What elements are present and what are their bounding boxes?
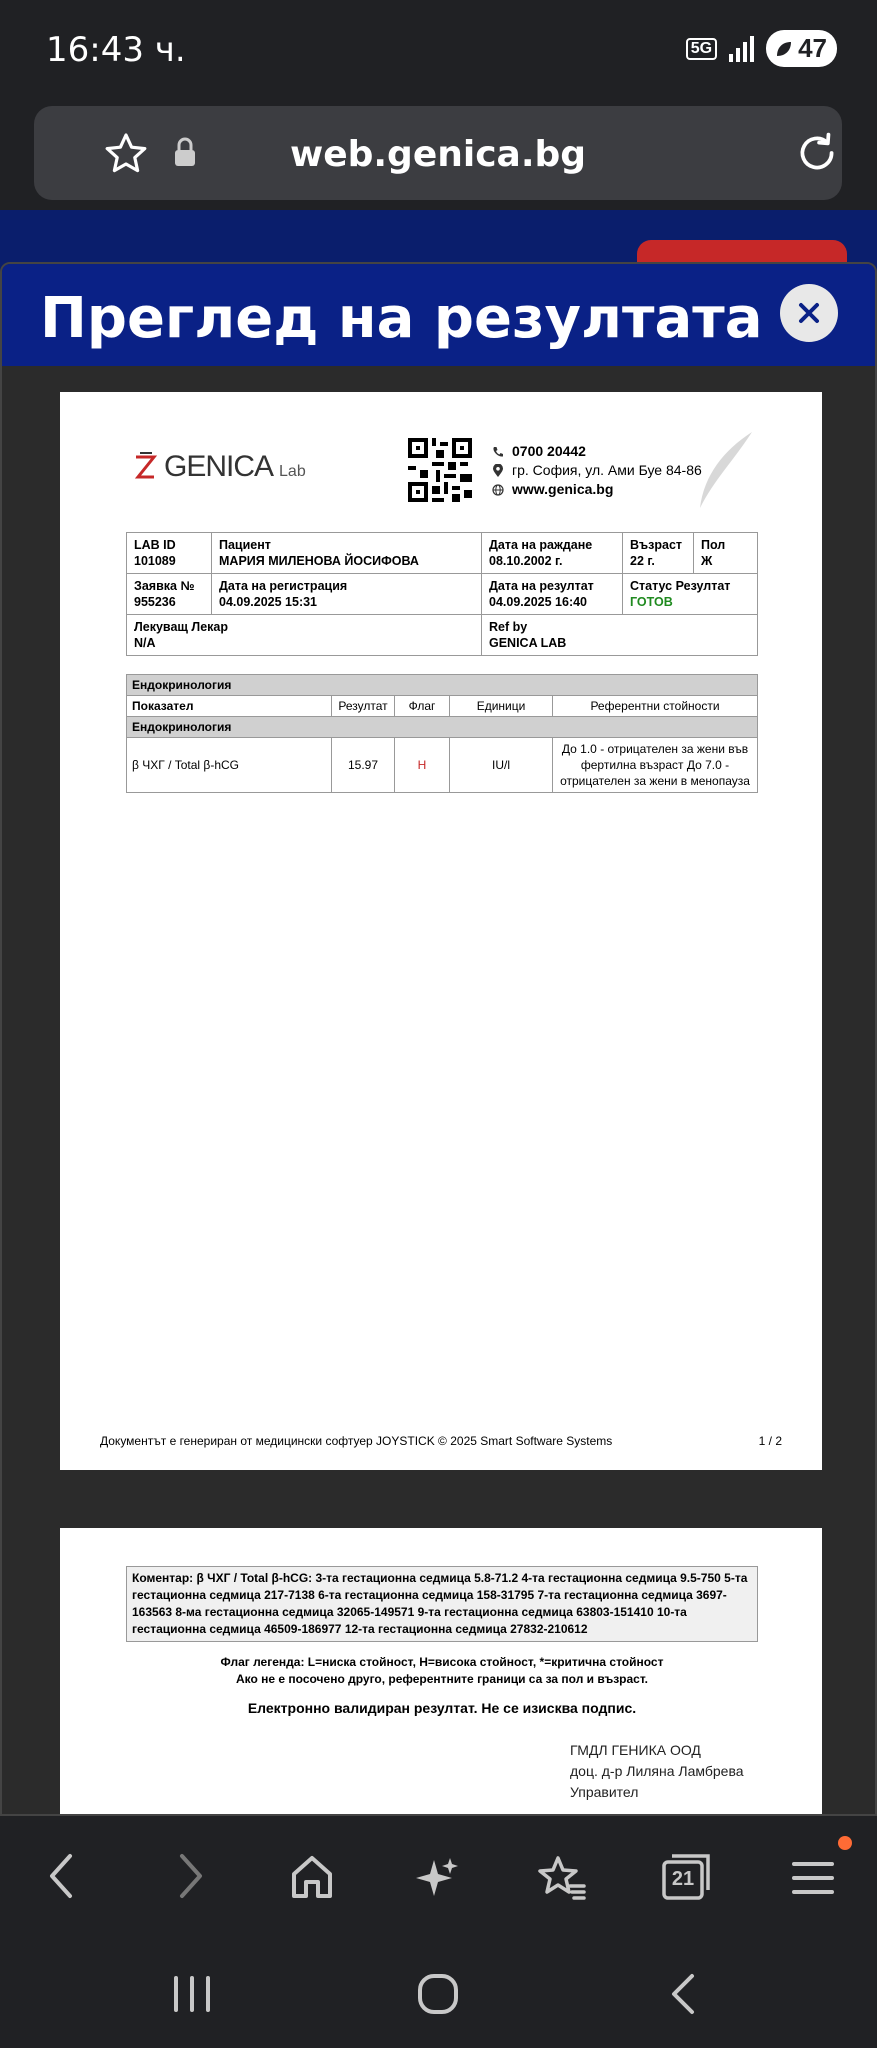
date-of-birth: 08.10.2002 г.	[489, 554, 563, 568]
lab-id: 101089	[134, 554, 176, 568]
contact-website: www.genica.bg	[492, 480, 702, 499]
result-date: 04.09.2025 16:40	[489, 595, 588, 609]
modal-title: Преглед на резултата	[40, 286, 763, 351]
browser-bottom-nav	[0, 1816, 877, 1942]
page-footer	[100, 1434, 782, 1448]
home-icon[interactable]	[288, 1846, 336, 1906]
referred-by: GENICA LAB	[489, 636, 567, 650]
section-title: Ендокринология	[127, 675, 758, 696]
subsection-title: Ендокринология	[127, 717, 758, 738]
report-page-2	[60, 1528, 822, 1816]
logo-subtext: Lab	[279, 463, 306, 480]
footer-text: Документът е генериран от медицински софтуер JOYSTICK © 2025 Smart Software Systems	[100, 1434, 613, 1448]
reload-icon[interactable]	[792, 128, 842, 178]
close-icon	[797, 301, 821, 325]
request-number: 955236	[134, 595, 176, 609]
qr-code-icon	[408, 438, 472, 502]
leaf-icon	[774, 39, 794, 59]
attending-doctor: N/A	[134, 636, 156, 650]
logo-text: GENICA	[164, 450, 274, 483]
registration-date: 04.09.2025 15:31	[219, 595, 318, 609]
test-units: IU/l	[450, 738, 553, 793]
notification-dot-icon	[838, 1836, 852, 1850]
test-reference: До 1.0 - отрицателен за жени във фертилна възраст До 7.0 - отрицателен за жени в менопауза	[553, 738, 758, 793]
status-icons	[686, 30, 837, 67]
status-time: 16:43 ч.	[46, 30, 186, 70]
ai-sparkle-icon[interactable]	[414, 1846, 462, 1906]
genica-logo-icon	[132, 451, 158, 483]
patient-name: МАРИЯ МИЛЕНОВА ЙОСИФОВА	[219, 554, 419, 568]
location-pin-icon	[492, 464, 504, 478]
contact-phone: 0700 20442	[492, 442, 702, 461]
battery-level: 47	[798, 33, 827, 63]
signature-block: ГМДЛ ГЕНИКА ООД доц. д-р Лиляна Ламбрева Управител	[570, 1742, 744, 1800]
forward-icon[interactable]	[172, 1846, 208, 1906]
tabs-button[interactable]	[660, 1846, 714, 1906]
battery-icon	[766, 30, 837, 67]
age: 22 г.	[630, 554, 655, 568]
results-header-row: Показател Резултат Флаг Единици Референтни стойности	[127, 696, 758, 717]
decorative-swoosh-icon	[694, 430, 754, 510]
patient-info-table: LAB ID 101089 Пациент МАРИЯ МИЛЕНОВА ЙОСИФОВА Дата на раждане 08.10.2002 г. Възраст 22 г. Пол Ж Заявка № 955236 Дата на регистрация 04.09.2025 15:31 Дата на резултат 04.09.2025 16:40 Статус Резултат ГОТОВ Лекуващ Лекар N/A Ref by GENICA LAB	[126, 532, 758, 656]
system-back-icon[interactable]	[664, 1972, 704, 2016]
network-type-icon: 5G	[686, 38, 717, 60]
back-icon[interactable]	[44, 1846, 80, 1906]
page-number: 1 / 2	[758, 1434, 782, 1448]
sex: Ж	[701, 554, 713, 568]
url-bar[interactable]	[34, 106, 842, 200]
table-row	[127, 738, 758, 793]
contact-address: гр. София, ул. Ами Буе 84-86	[492, 461, 702, 480]
bookmarks-icon[interactable]	[536, 1846, 588, 1906]
close-button[interactable]	[780, 284, 838, 342]
test-result: 15.97	[332, 738, 395, 793]
comment-box: Коментар: β ЧХГ / Total β-hCG: 3-та гестационна седмица 5.8-71.2 4-та гестационна седмица 9.5-750 5-та гестационна седмица 217-7138 6-та гестационна седмица 158-31795 7-та гестационна седмица 3697-163563 8-ма гестационна седмица 32065-149571 9-та гестационна седмица 63803-151410 10-та гестационна седмица 46509-186977 12-та гестационна седмица 27832-210612	[126, 1566, 758, 1642]
system-nav-bar	[0, 1942, 877, 2048]
menu-icon[interactable]	[790, 1846, 836, 1906]
lab-contacts	[492, 442, 702, 499]
url-text[interactable]: web.genica.bg	[289, 134, 587, 175]
system-home-icon[interactable]	[414, 1970, 462, 2018]
flag-legend: Флаг легенда: L=ниска стойност, H=висока стойност, *=критична стойност Ако не е посочено друго, референтните граници са за пол и възраст.	[220, 1655, 664, 1686]
validation-note: Електронно валидиран резултат. Не се изисква подпис.	[247, 1700, 637, 1716]
results-table	[126, 674, 758, 793]
status-bar	[0, 0, 877, 100]
tabs-count: 21	[671, 1868, 695, 1890]
modal-header	[2, 264, 875, 366]
report-page-1	[60, 392, 822, 1470]
test-name: β ЧХГ / Total β-hCG	[127, 738, 332, 793]
test-flag: H	[395, 738, 450, 793]
result-modal	[0, 262, 877, 1816]
genica-logo	[132, 450, 306, 484]
recent-apps-icon[interactable]	[170, 1972, 214, 2016]
phone-icon	[492, 446, 504, 458]
globe-icon	[492, 484, 504, 496]
signal-icon	[729, 36, 754, 62]
status-badge: ГОТОВ	[630, 595, 673, 609]
